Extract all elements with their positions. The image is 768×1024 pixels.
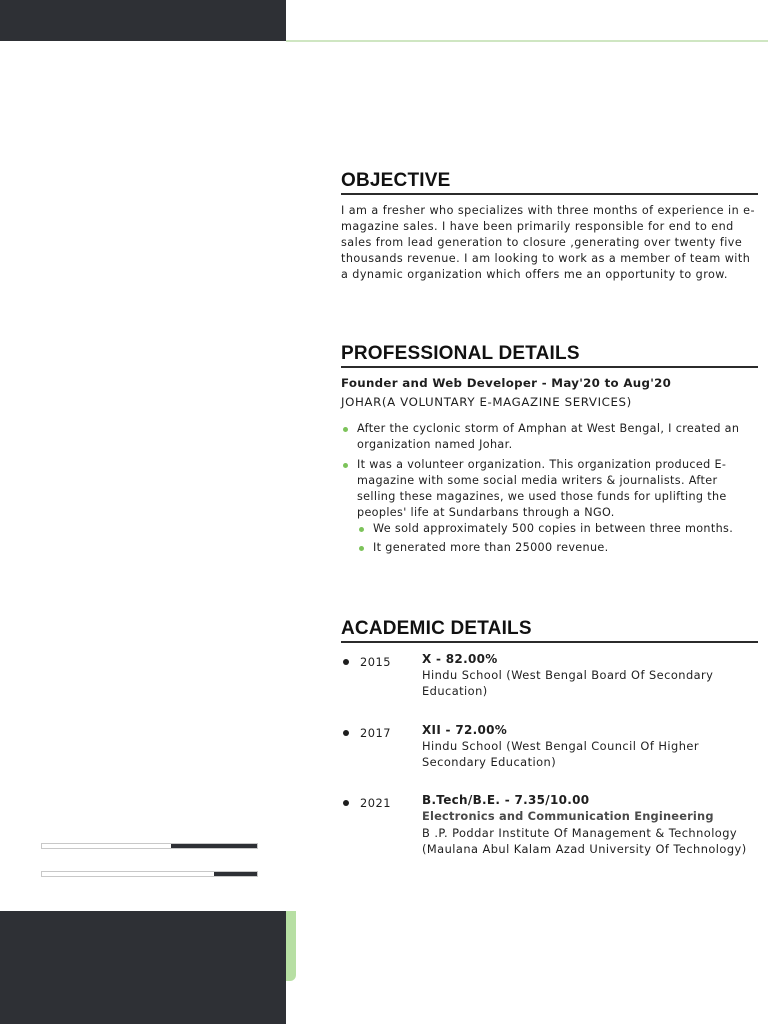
list-item: It generated more than 25000 revenue. <box>357 540 757 556</box>
academic-detail <box>422 722 759 770</box>
academic-institution: Hindu School (West Bengal Council Of Higher Secondary Education) <box>422 739 699 769</box>
footer-accent-tab <box>286 911 296 981</box>
job-title: Founder and Web Developer - May'20 to Aug'20 <box>341 376 672 390</box>
academic-institution: Hindu School (West Bengal Board Of Secondary Education) <box>422 668 714 698</box>
header-accent-line <box>286 40 768 42</box>
job-sub-bullet-list <box>357 521 757 559</box>
list-item: We sold approximately 500 copies in between three months. <box>357 521 757 537</box>
academic-degree: XII - 72.00% <box>422 723 508 737</box>
header-dark-block <box>0 0 286 41</box>
list-item: It was a volunteer organization. This organization produced E-magazine with some social media writers & journalists. After selling these magazines, we used those funds for uplifting the peoples' life at Sundarbans through a NGO. <box>341 457 759 521</box>
academic-detail <box>422 792 759 857</box>
skill-bar-1 <box>41 843 258 849</box>
objective-heading: OBJECTIVE <box>341 170 758 195</box>
academic-year: 2015 <box>360 655 391 669</box>
professional-heading: PROFESSIONAL DETAILS <box>341 343 758 368</box>
academic-degree: B.Tech/B.E. - 7.35/10.00 <box>422 793 590 807</box>
job-bullet-list <box>341 421 759 525</box>
skill-bar-2-fill <box>214 872 257 876</box>
academic-detail <box>422 651 759 699</box>
academic-institution: B .P. Poddar Institute Of Management & Technology (Maulana Abul Kalam Azad University Of Technology) <box>422 826 747 856</box>
objective-text: I am a fresher who specializes with three months of experience in e-magazine sales. I have been primarily responsible for end to end sales from lead generation to closure ,generating over twenty five thousands revenue. I am looking to work as a member of team with a dynamic organization which offers me an opportunity to grow. <box>341 204 755 281</box>
academic-year: 2017 <box>360 726 391 740</box>
skill-bar-2 <box>41 871 258 877</box>
academic-year: 2021 <box>360 796 391 810</box>
academic-heading: ACADEMIC DETAILS <box>341 618 758 643</box>
company-name: JOHAR(A VOLUNTARY E-MAGAZINE SERVICES) <box>341 395 632 409</box>
list-item: After the cyclonic storm of Amphan at West Bengal, I created an organization named Johar. <box>341 421 759 453</box>
academic-branch: Electronics and Communication Engineering <box>422 809 714 823</box>
bullet-dot <box>343 800 349 806</box>
academic-degree: X - 82.00% <box>422 652 498 666</box>
bullet-dot <box>343 730 349 736</box>
bullet-dot <box>343 659 349 665</box>
skill-bar-1-fill <box>171 844 257 848</box>
footer-dark-block <box>0 911 286 1024</box>
